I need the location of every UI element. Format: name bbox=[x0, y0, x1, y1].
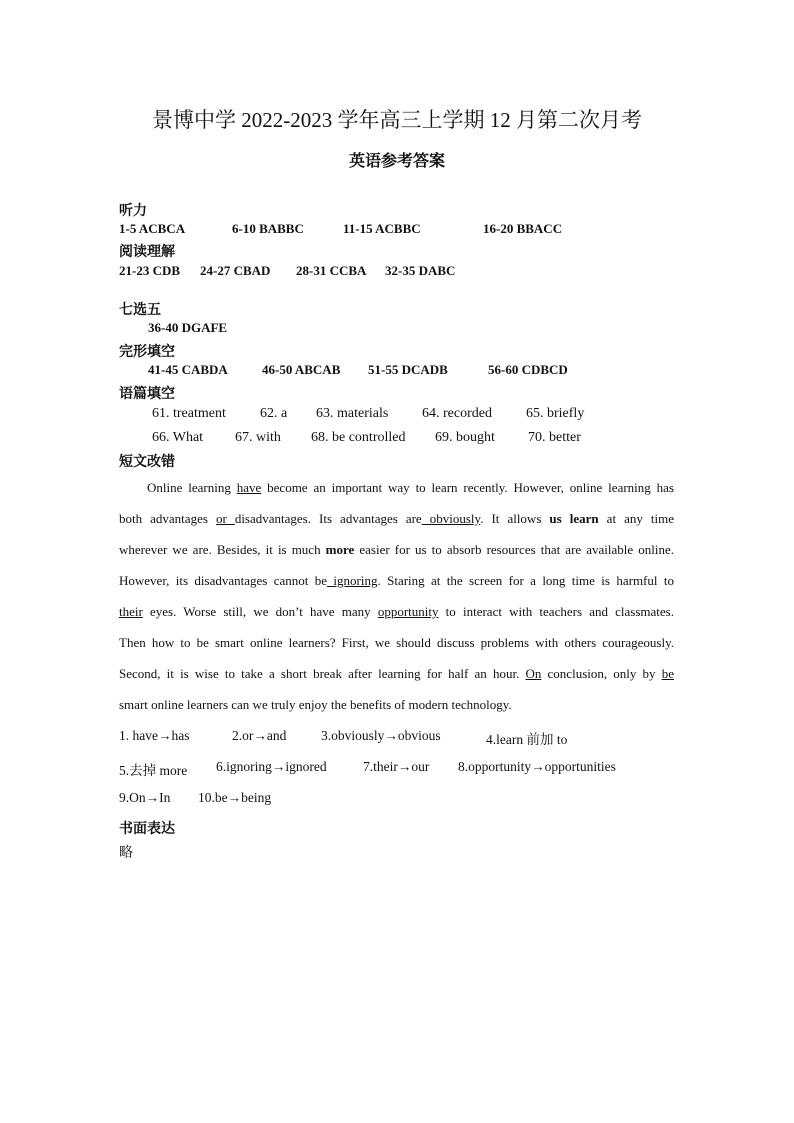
passage-line bbox=[119, 503, 674, 534]
error-word: On bbox=[525, 666, 542, 681]
correction-item: 1. have→has bbox=[119, 728, 190, 743]
fill-answer: 63. materials bbox=[316, 406, 389, 421]
passage-text: Online learning bbox=[147, 480, 237, 495]
correction-item: 10.be→being bbox=[198, 790, 272, 805]
correction-item: 8.opportunity→opportunities bbox=[458, 759, 616, 774]
passage-text: become an important way to learn recently. However, online learning has bbox=[261, 480, 674, 495]
fill-answer: 64. recorded bbox=[422, 406, 492, 421]
section-heading-grammar-fill: 语篇填空 bbox=[119, 387, 175, 402]
answer-group: 46-50 ABCAB bbox=[262, 362, 341, 377]
passage-text: conclusion, only by bbox=[541, 666, 662, 681]
correction-item: 5.去掉 more bbox=[119, 763, 188, 778]
passage-line bbox=[119, 627, 674, 658]
section-heading-reading: 阅读理解 bbox=[119, 245, 175, 260]
passage-text: eyes. Worse still, we don’t have many bbox=[142, 604, 378, 619]
passage-line bbox=[119, 658, 674, 689]
page-subtitle: 英语参考答案 bbox=[348, 153, 445, 170]
correction-item: 3.obviously→obvious bbox=[321, 728, 441, 743]
answer-group: 32-35 DABC bbox=[385, 263, 456, 278]
correction-item: 4.learn 前加 to bbox=[486, 732, 568, 747]
passage-line bbox=[119, 596, 674, 627]
correction-item: 7.their→our bbox=[363, 759, 430, 774]
answer-group: 28-31 CCBA bbox=[296, 263, 367, 278]
fill-answer: 69. bought bbox=[435, 430, 495, 445]
answer-group: 24-27 CBAD bbox=[200, 263, 271, 278]
passage-text: both advantages bbox=[119, 511, 216, 526]
answer-group: 56-60 CDBCD bbox=[488, 362, 568, 377]
error-word: us learn bbox=[549, 511, 599, 526]
section-heading-listening: 听力 bbox=[119, 204, 147, 219]
section-heading-seven-five: 七选五 bbox=[119, 303, 161, 318]
answer-group: 6-10 BABBC bbox=[232, 221, 304, 236]
writing-answer: 略 bbox=[119, 846, 133, 861]
correction-item: 2.or→and bbox=[232, 728, 287, 743]
passage-text: . Staring at the screen for a long time is harmful to bbox=[377, 573, 674, 588]
passage-text: easier for us to absorb resources that are available online. bbox=[354, 542, 674, 557]
error-word: obviously bbox=[421, 511, 481, 526]
fill-answer: 62. a bbox=[260, 406, 288, 421]
error-word: be bbox=[661, 666, 674, 681]
answer-group: 36-40 DGAFE bbox=[148, 320, 228, 335]
passage-text: However, its disadvantages cannot be bbox=[119, 573, 328, 588]
answer-group: 21-23 CDB bbox=[119, 263, 181, 278]
passage-text: Then how to be smart online learners? First, we should discuss problems with others courageously. bbox=[119, 635, 674, 650]
error-word: have bbox=[236, 480, 262, 495]
section-heading-writing: 书面表达 bbox=[119, 822, 175, 837]
passage-line bbox=[119, 689, 674, 720]
section-heading-error-correction: 短文改错 bbox=[119, 455, 175, 470]
passage-line bbox=[119, 534, 674, 565]
correction-item: 9.On→In bbox=[119, 790, 171, 805]
fill-answer: 67. with bbox=[235, 430, 281, 445]
fill-answer: 61. treatment bbox=[152, 406, 226, 421]
fill-answer: 65. briefly bbox=[526, 406, 585, 421]
correction-item: 6.ignoring→ignored bbox=[216, 759, 327, 774]
passage-text: smart online learners can we truly enjoy the benefits of modern technology. bbox=[119, 697, 512, 712]
passage-text: . It allows bbox=[480, 511, 550, 526]
passage-line bbox=[119, 472, 674, 503]
answer-group: 41-45 CABDA bbox=[148, 362, 228, 377]
error-word: ignoring bbox=[327, 573, 378, 588]
passage-text: wherever we are. Besides, it is much bbox=[119, 542, 326, 557]
passage-line bbox=[119, 565, 674, 596]
answer-group: 16-20 BBACC bbox=[483, 221, 563, 236]
answer-group: 1-5 ACBCA bbox=[119, 221, 186, 236]
error-word: or bbox=[215, 511, 235, 526]
fill-answer: 66. What bbox=[152, 430, 204, 445]
answer-group: 51-55 DCADB bbox=[368, 362, 448, 377]
passage-text: to interact with teachers and classmates. bbox=[438, 604, 674, 619]
error-word: their bbox=[119, 604, 143, 619]
fill-answer: 70. better bbox=[528, 430, 581, 445]
section-heading-cloze: 完形填空 bbox=[119, 345, 175, 360]
passage-text: at any time bbox=[598, 511, 674, 526]
fill-answer: 68. be controlled bbox=[311, 430, 406, 445]
page-title: 景博中学 2022-2023 学年高三上学期 12 月第二次月考 bbox=[152, 108, 642, 132]
error-correction-passage bbox=[119, 472, 674, 720]
answer-group: 11-15 ACBBC bbox=[343, 221, 421, 236]
error-word: more bbox=[325, 542, 355, 557]
passage-text: Second, it is wise to take a short break after learning for half an hour. bbox=[119, 666, 526, 681]
error-word: opportunity bbox=[377, 604, 439, 619]
passage-text: disadvantages. Its advantages are bbox=[234, 511, 422, 526]
